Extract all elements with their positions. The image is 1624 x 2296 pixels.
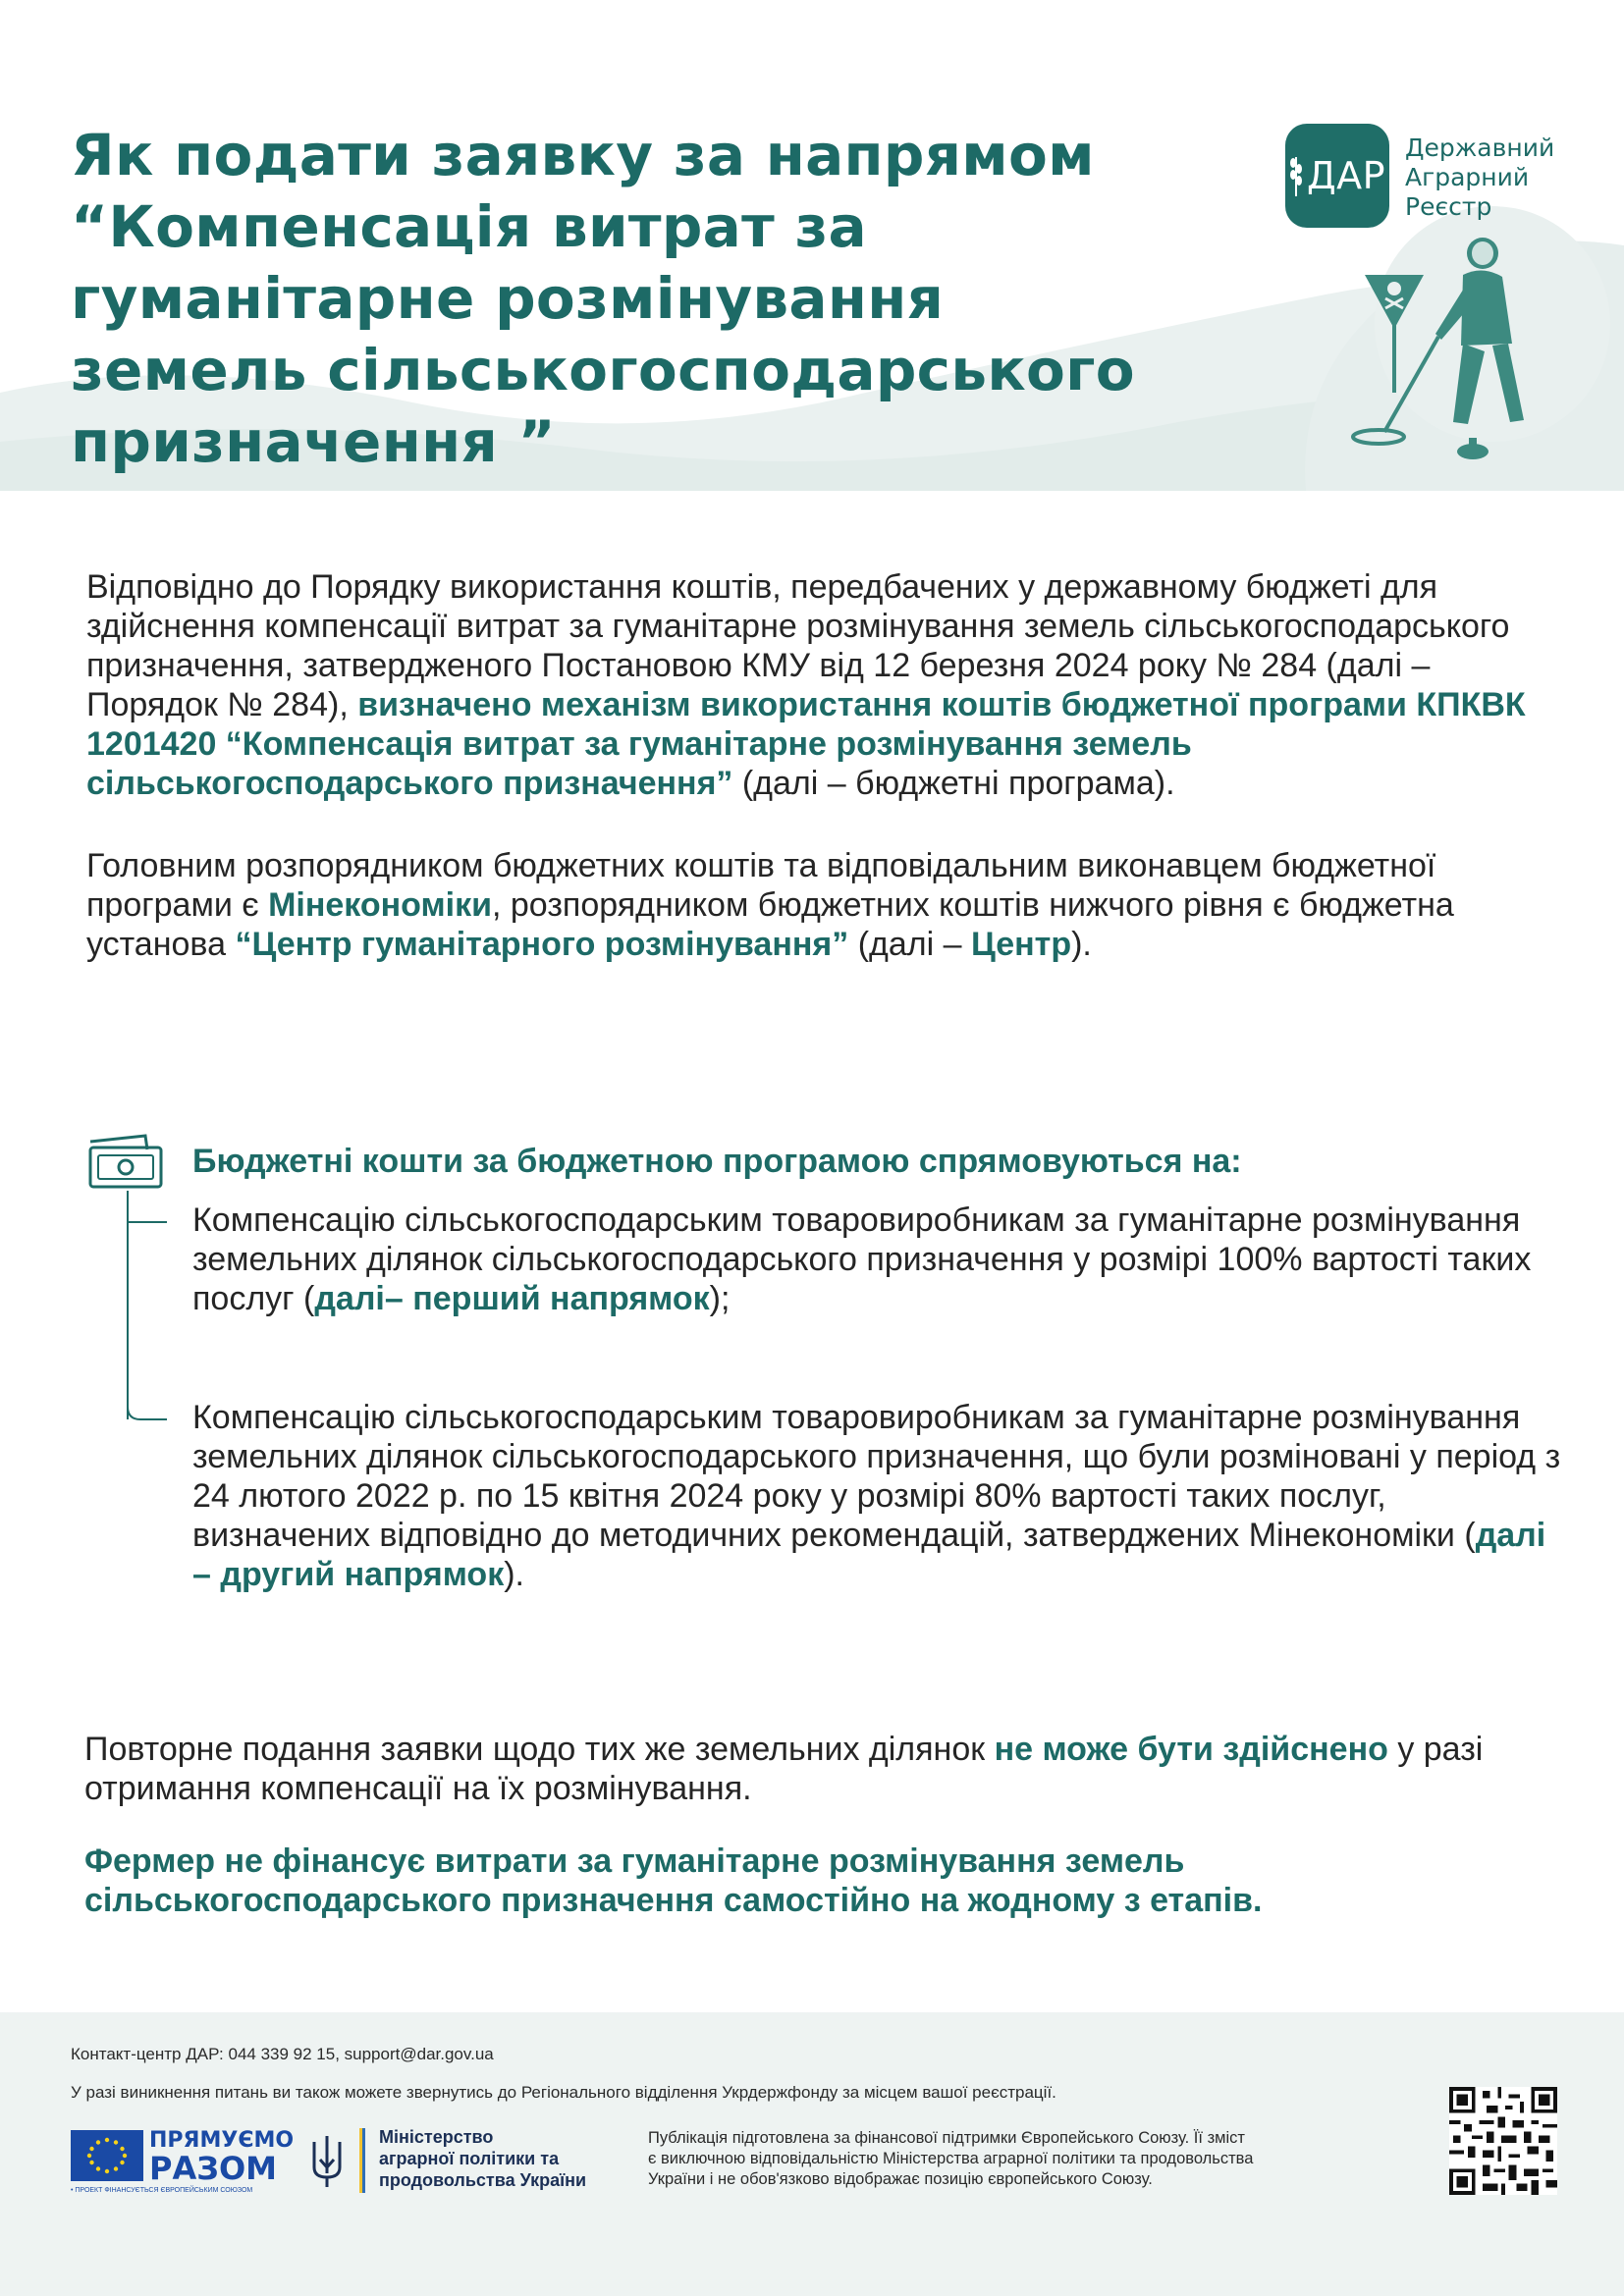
money-icon bbox=[86, 1132, 169, 1191]
notes-section bbox=[84, 1730, 1557, 1920]
eu-disclaimer: Публікація підготовлена за фінансової підтримки Європейського Союзу. Її зміст є виключною відповідальністю Міністерства аграрної політики та продовольства України і не обов'язково відображає позицію європейського Союзу. bbox=[648, 2129, 1254, 2188]
ministry-divider-blue bbox=[362, 2128, 365, 2193]
ministry-logo bbox=[308, 2126, 623, 2195]
wheat-icon bbox=[1289, 153, 1303, 198]
budget-item-second-direction: Компенсацію сільськогосподарським товаровиробникам за гуманітарне розмінування земельних ділянок сільськогосподарського призначення, що були розміновані у період з 24 лютого 2022 р. по 15 квітня 2024 року у розмірі 80% вартості таких послуг, визначених відповідно до методичних рекомендацій, затверджених Мінекономіки (далі – другий напрямок). bbox=[192, 1399, 1561, 1593]
eu-flag-icon bbox=[71, 2130, 143, 2181]
dar-logo-badge bbox=[1285, 124, 1389, 228]
footer bbox=[0, 2012, 1624, 2296]
header-banner bbox=[0, 0, 1624, 491]
intro-paragraph-1: Відповідно до Порядку використання коштів, передбачених у державному бюджеті для здійснення компенсації витрат за гуманітарне розмінування земель сільськогосподарського призначення, затвердженого Постановою КМУ від 12 березня 2024 року № 284 (далі – Порядок № 284), визначено механізм використання коштів бюджетної програми КПКВК 1201420 “Компенсація витрат за гуманітарне розмінування земель сільськогосподарського призначення” (далі – бюджетні програма). bbox=[86, 568, 1526, 802]
budget-title: Бюджетні кошти за бюджетною програмою спрямовуються на: bbox=[192, 1143, 1242, 1180]
qr-code-icon[interactable] bbox=[1449, 2087, 1557, 2195]
regional-office-note: У разі виникнення питань ви також можете звернутись до Регіонального відділення Укрдержфонду за місцем вашої реєстрації. bbox=[71, 2083, 1056, 2102]
dar-logo bbox=[1285, 124, 1609, 232]
deminer-icon bbox=[1345, 236, 1561, 461]
page-title: Як подати заявку за напрямом “Компенсація витрат за гуманітарне розмінування земель сільськогосподарського призначення ” bbox=[71, 122, 1135, 475]
intro-paragraph-2: Головним розпорядником бюджетних коштів та відповідальним виконавцем бюджетної програми є Мінекономіки, розпорядником бюджетних коштів нижчого рівня є бюджетна установа “Центр гуманітарного розмінування” (далі – Центр). bbox=[86, 847, 1454, 963]
eu-logo-name: ПРЯМУЄМО РАЗОМ bbox=[149, 2128, 295, 2187]
budget-item-first-direction: Компенсацію сільськогосподарським товаровиробникам за гуманітарне розмінування земельних ділянок сільськогосподарського призначення у розмірі 100% вартості таких послуг (далі– перший напрямок); bbox=[192, 1201, 1532, 1317]
trident-icon bbox=[308, 2134, 346, 2189]
pryamuyemo-razom-logo bbox=[71, 2128, 295, 2199]
contact-center: Контакт-центр ДАР: 044 339 92 15, support@dar.gov.ua bbox=[71, 2045, 494, 2063]
intro-section bbox=[86, 567, 1559, 964]
eu-logo-subtitle: • ПРОЕКТ ФІНАНСУЄТЬСЯ ЄВРОПЕЙСЬКИМ СОЮЗОМ bbox=[71, 2187, 253, 2194]
list-connector-lines bbox=[86, 1132, 204, 1583]
landmine-icon bbox=[1457, 438, 1489, 459]
ministry-name: Міністерство аграрної політики та продовольства України bbox=[379, 2127, 587, 2190]
dar-logo-abbr: ДАР bbox=[1306, 154, 1386, 197]
farmer-not-financing-note: Фермер не фінансує витрати за гуманітарне розмінування земель сільськогосподарського призначення самостійно на жодному з етапів. bbox=[84, 1842, 1263, 1919]
repeat-application-note: Повторне подання заявки щодо тих же земельних ділянок не може бути здійснено у разі отримання компенсації на їх розмінування. bbox=[84, 1731, 1484, 1807]
dar-logo-name: Державний Аграрний Реєстр bbox=[1405, 133, 1555, 221]
